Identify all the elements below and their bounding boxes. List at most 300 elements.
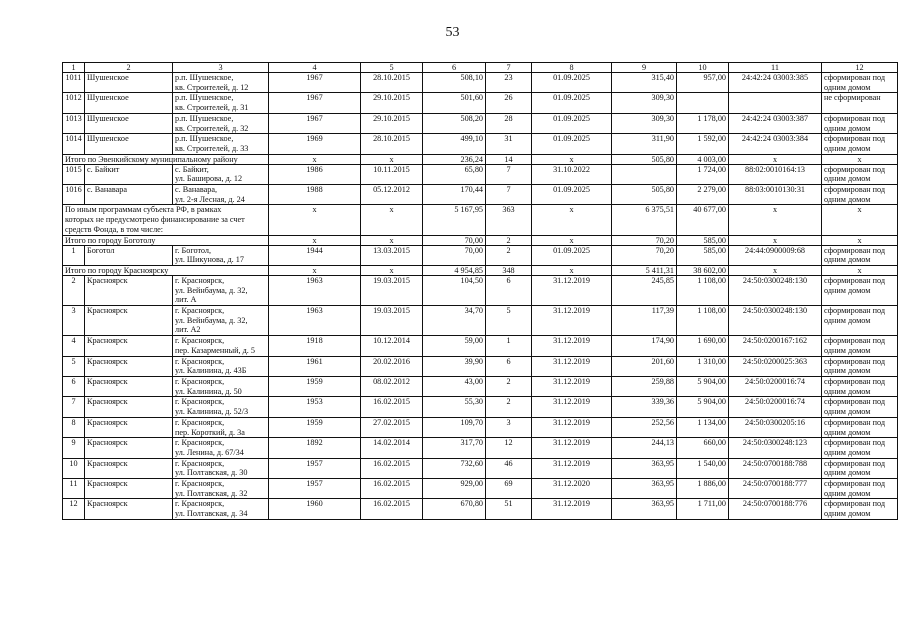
column-number: 9 xyxy=(612,63,677,73)
cost-cell: 1 310,00 xyxy=(677,356,729,376)
year-built-cell: x xyxy=(269,205,361,235)
cost-cell: 660,00 xyxy=(677,438,729,458)
row-number-cell: 1015 xyxy=(63,164,85,184)
area-cell: 499,10 xyxy=(423,134,486,154)
housing-registry-table xyxy=(62,62,898,520)
cell-line: сформирован под xyxy=(824,164,886,174)
recognition-date-cell: 16.02.2015 xyxy=(361,499,423,519)
row-number-cell: 6 xyxy=(63,376,85,396)
resettled-area-cell: 309,30 xyxy=(612,113,677,133)
address-cell xyxy=(173,134,269,154)
resettled-area-cell: 6 375,51 xyxy=(612,205,677,235)
column-number: 6 xyxy=(423,63,486,73)
recognition-date-cell: 20.02.2016 xyxy=(361,356,423,376)
year-built-cell: 1967 xyxy=(269,93,361,113)
row-number-cell: 4 xyxy=(63,336,85,356)
cell-line: сформирован под xyxy=(824,113,886,123)
column-number: 11 xyxy=(729,63,822,73)
residents-cell: 69 xyxy=(486,479,532,499)
area-cell: 104,50 xyxy=(423,275,486,305)
cell-line: сформирован под xyxy=(824,479,886,489)
land-status-cell xyxy=(822,113,898,133)
locality-cell: Красноярск xyxy=(85,479,173,499)
column-number: 12 xyxy=(822,63,898,73)
locality-cell: Красноярск xyxy=(85,458,173,478)
cell-line: сформирован под xyxy=(824,245,886,255)
cell-line: одним домом xyxy=(824,174,871,184)
cadastral-number-cell xyxy=(729,93,822,113)
recognition-date-cell: 16.02.2015 xyxy=(361,458,423,478)
area-cell: 59,00 xyxy=(423,336,486,356)
locality-cell: Красноярск xyxy=(85,336,173,356)
address-cell xyxy=(173,356,269,376)
cost-cell: 4 003,00 xyxy=(677,154,729,164)
cell-line: с. Ванавара, xyxy=(175,185,218,195)
recognition-date-cell: x xyxy=(361,265,423,275)
resettlement-deadline-cell: 01.09.2025 xyxy=(532,185,612,205)
cell-line: р.п. Шушенское, xyxy=(175,134,234,144)
cost-cell: 40 677,00 xyxy=(677,205,729,235)
resettled-area-cell: 505,80 xyxy=(612,185,677,205)
cost-cell: 1 108,00 xyxy=(677,306,729,336)
cell-line: г. Красноярск, xyxy=(175,356,225,366)
address-cell xyxy=(173,275,269,305)
resettlement-deadline-cell: 01.09.2025 xyxy=(532,93,612,113)
locality-cell: с. Ванавара xyxy=(85,185,173,205)
recognition-date-cell: 28.10.2015 xyxy=(361,134,423,154)
resettled-area-cell: 505,80 xyxy=(612,154,677,164)
address-cell xyxy=(173,306,269,336)
resettlement-deadline-cell: 01.09.2025 xyxy=(532,134,612,154)
subtotal-row xyxy=(63,265,898,275)
cell-line: г. Боготол, xyxy=(175,245,212,255)
year-built-cell: x xyxy=(269,265,361,275)
cell-line: р.п. Шушенское, xyxy=(175,73,234,82)
locality-cell: Красноярск xyxy=(85,275,173,305)
table-row xyxy=(63,438,898,458)
column-number: 1 xyxy=(63,63,85,73)
land-status-cell: x xyxy=(822,205,898,235)
cell-line: ул. Калинина, д. 43Б xyxy=(175,366,247,376)
area-cell: 4 954,85 xyxy=(423,265,486,275)
table-row xyxy=(63,73,898,93)
cadastral-number-cell: 24:50:0700188:776 xyxy=(729,499,822,519)
cell-line: г. Красноярск, xyxy=(175,499,225,509)
cell-line: ул. Полтавская, д. 30 xyxy=(175,468,248,478)
area-cell: 43,00 xyxy=(423,376,486,396)
cadastral-number-cell: 24:44:0900009:68 xyxy=(729,245,822,265)
cell-line: сформирован под xyxy=(824,397,886,407)
area-cell: 317,70 xyxy=(423,438,486,458)
cell-line: сформирован под xyxy=(824,356,886,366)
land-status-cell xyxy=(822,479,898,499)
cost-cell: 1 540,00 xyxy=(677,458,729,478)
locality-cell: Боготол xyxy=(85,245,173,265)
residents-cell: 7 xyxy=(486,164,532,184)
locality-cell: Шушенское xyxy=(85,73,173,93)
recognition-date-cell: 16.02.2015 xyxy=(361,479,423,499)
cell-line: г. Красноярск, xyxy=(175,275,225,285)
year-built-cell: 1959 xyxy=(269,376,361,396)
cell-line: кв. Строителей, д. 12 xyxy=(175,82,249,92)
recognition-date-cell: 13.03.2015 xyxy=(361,245,423,265)
residents-cell: 363 xyxy=(486,205,532,235)
cadastral-number-cell: 88:03:0010130:31 xyxy=(729,185,822,205)
area-cell: 236,24 xyxy=(423,154,486,164)
resettlement-deadline-cell: 31.12.2019 xyxy=(532,438,612,458)
row-number-cell: 8 xyxy=(63,417,85,437)
row-number-cell: 9 xyxy=(63,438,85,458)
cost-cell: 38 602,00 xyxy=(677,265,729,275)
cost-cell: 957,00 xyxy=(677,73,729,93)
table-row xyxy=(63,479,898,499)
recognition-date-cell: 19.03.2015 xyxy=(361,275,423,305)
resettled-area-cell: 252,56 xyxy=(612,417,677,437)
residents-cell: 14 xyxy=(486,154,532,164)
cell-line: г. Красноярск, xyxy=(175,458,225,468)
program-total-label xyxy=(63,205,269,235)
cell-line: сформирован под xyxy=(824,185,886,195)
area-cell: 55,30 xyxy=(423,397,486,417)
resettlement-deadline-cell: x xyxy=(532,154,612,164)
table-row xyxy=(63,458,898,478)
locality-cell: Красноярск xyxy=(85,356,173,376)
land-status-cell xyxy=(822,438,898,458)
row-number-cell: 2 xyxy=(63,275,85,305)
column-number: 5 xyxy=(361,63,423,73)
cost-cell xyxy=(677,93,729,113)
residents-cell: 5 xyxy=(486,306,532,336)
address-cell xyxy=(173,417,269,437)
area-cell: 39,90 xyxy=(423,356,486,376)
cadastral-number-cell: 24:50:0300248:130 xyxy=(729,306,822,336)
cost-cell: 1 592,00 xyxy=(677,134,729,154)
year-built-cell: 1986 xyxy=(269,164,361,184)
resettlement-deadline-cell: 31.12.2020 xyxy=(532,479,612,499)
land-status-cell xyxy=(822,134,898,154)
cell-line: кв. Строителей, д. 31 xyxy=(175,103,249,113)
year-built-cell: 1963 xyxy=(269,306,361,336)
cost-cell: 1 134,00 xyxy=(677,417,729,437)
cell-line: одним домом xyxy=(824,194,871,204)
residents-cell: 3 xyxy=(486,417,532,437)
address-cell xyxy=(173,479,269,499)
land-status-cell xyxy=(822,376,898,396)
cell-line: одним домом xyxy=(824,82,871,92)
cell-line: кв. Строителей, д. 32 xyxy=(175,123,249,133)
cell-line: ул. Калинина, д. 52/3 xyxy=(175,407,249,417)
recognition-date-cell: 10.12.2014 xyxy=(361,336,423,356)
area-cell: 34,70 xyxy=(423,306,486,336)
program-total-row xyxy=(63,205,898,235)
recognition-date-cell: 10.11.2015 xyxy=(361,164,423,184)
resettled-area-cell: 201,60 xyxy=(612,356,677,376)
cadastral-number-cell: 24:50:0700188:788 xyxy=(729,458,822,478)
column-number: 10 xyxy=(677,63,729,73)
area-cell: 508,10 xyxy=(423,73,486,93)
cell-line: не сформирован xyxy=(824,93,881,103)
recognition-date-cell: 29.10.2015 xyxy=(361,113,423,133)
address-cell xyxy=(173,164,269,184)
cell-line: кв. Строителей, д. 33 xyxy=(175,143,249,153)
residents-cell: 2 xyxy=(486,235,532,245)
year-built-cell: 1969 xyxy=(269,134,361,154)
land-status-cell xyxy=(822,397,898,417)
cell-line: г. Красноярск, xyxy=(175,417,225,427)
table-row xyxy=(63,134,898,154)
address-cell xyxy=(173,113,269,133)
cell-line: с. Байкит, xyxy=(175,164,209,174)
cell-line: сформирован под xyxy=(824,275,886,285)
resettlement-deadline-cell: 31.12.2019 xyxy=(532,397,612,417)
locality-cell: с. Байкит xyxy=(85,164,173,184)
cell-line: г. Красноярск, xyxy=(175,438,225,448)
land-status-cell xyxy=(822,164,898,184)
land-status-cell xyxy=(822,336,898,356)
recognition-date-cell: 29.10.2015 xyxy=(361,93,423,113)
column-number: 2 xyxy=(85,63,173,73)
land-status-cell xyxy=(822,499,898,519)
cell-line: которых не предусмотрено финансирование за счет xyxy=(65,215,245,225)
row-number-cell: 1 xyxy=(63,245,85,265)
year-built-cell: 1918 xyxy=(269,336,361,356)
residents-cell: 2 xyxy=(486,397,532,417)
residents-cell: 12 xyxy=(486,438,532,458)
address-cell xyxy=(173,438,269,458)
land-status-cell xyxy=(822,245,898,265)
resettlement-deadline-cell: 01.09.2025 xyxy=(532,73,612,93)
year-built-cell: 1892 xyxy=(269,438,361,458)
cell-line: одним домом xyxy=(824,386,871,396)
table-row xyxy=(63,185,898,205)
resettlement-deadline-cell: 31.12.2019 xyxy=(532,458,612,478)
resettlement-deadline-cell: 31.12.2019 xyxy=(532,306,612,336)
locality-cell: Шушенское xyxy=(85,93,173,113)
year-built-cell: 1961 xyxy=(269,356,361,376)
address-cell xyxy=(173,185,269,205)
locality-cell: Красноярск xyxy=(85,438,173,458)
column-number-row xyxy=(63,63,898,73)
cell-line: г. Красноярск, xyxy=(175,479,225,489)
locality-cell: Красноярск xyxy=(85,499,173,519)
cadastral-number-cell: 24:50:0200016:74 xyxy=(729,397,822,417)
year-built-cell: 1953 xyxy=(269,397,361,417)
recognition-date-cell: 14.02.2014 xyxy=(361,438,423,458)
residents-cell: 7 xyxy=(486,185,532,205)
cadastral-number-cell: x xyxy=(729,205,822,235)
column-number: 8 xyxy=(532,63,612,73)
area-cell: 5 167,95 xyxy=(423,205,486,235)
year-built-cell: 1967 xyxy=(269,113,361,133)
year-built-cell: 1957 xyxy=(269,479,361,499)
resettlement-deadline-cell: x xyxy=(532,205,612,235)
cell-line: р.п. Шушенское, xyxy=(175,113,234,123)
cost-cell: 5 904,00 xyxy=(677,397,729,417)
address-cell xyxy=(173,376,269,396)
cadastral-number-cell: x xyxy=(729,154,822,164)
resettlement-deadline-cell: x xyxy=(532,265,612,275)
resettlement-deadline-cell: 31.10.2022 xyxy=(532,164,612,184)
locality-cell: Красноярск xyxy=(85,397,173,417)
cadastral-number-cell: 24:50:0300205:16 xyxy=(729,417,822,437)
resettled-area-cell: 363,95 xyxy=(612,499,677,519)
cost-cell: 585,00 xyxy=(677,235,729,245)
row-number-cell: 1016 xyxy=(63,185,85,205)
area-cell: 501,60 xyxy=(423,93,486,113)
cost-cell: 1 108,00 xyxy=(677,275,729,305)
cell-line: ул. 2-я Лесная, д. 24 xyxy=(175,194,245,204)
cell-line: По иным программам субъекта РФ, в рамках xyxy=(65,205,222,215)
resettlement-deadline-cell: 31.12.2019 xyxy=(532,275,612,305)
address-cell xyxy=(173,245,269,265)
recognition-date-cell: 28.10.2015 xyxy=(361,73,423,93)
resettled-area-cell: 117,39 xyxy=(612,306,677,336)
subtotal-row xyxy=(63,235,898,245)
column-number: 3 xyxy=(173,63,269,73)
table-row xyxy=(63,356,898,376)
cell-line: одним домом xyxy=(824,345,871,355)
cadastral-number-cell: 24:50:0300248:123 xyxy=(729,438,822,458)
cell-line: одним домом xyxy=(824,468,871,478)
cell-line: ул. Калинина, д. 50 xyxy=(175,386,242,396)
resettled-area-cell: 363,95 xyxy=(612,479,677,499)
year-built-cell: 1957 xyxy=(269,458,361,478)
land-status-cell xyxy=(822,458,898,478)
residents-cell: 2 xyxy=(486,376,532,396)
table-row xyxy=(63,113,898,133)
cost-cell: 5 904,00 xyxy=(677,376,729,396)
address-cell xyxy=(173,73,269,93)
locality-cell: Шушенское xyxy=(85,134,173,154)
cost-cell: 585,00 xyxy=(677,245,729,265)
row-number-cell: 1013 xyxy=(63,113,85,133)
resettled-area-cell: 311,90 xyxy=(612,134,677,154)
row-number-cell: 3 xyxy=(63,306,85,336)
cell-line: сформирован под xyxy=(824,417,886,427)
cell-line: сформирован под xyxy=(824,499,886,509)
cell-line: одним домом xyxy=(824,447,871,457)
residents-cell: 31 xyxy=(486,134,532,154)
resettlement-deadline-cell: 31.12.2019 xyxy=(532,376,612,396)
registry-body xyxy=(63,73,898,520)
address-cell xyxy=(173,397,269,417)
recognition-date-cell: 27.02.2015 xyxy=(361,417,423,437)
year-built-cell: 1944 xyxy=(269,245,361,265)
cell-line: сформирован под xyxy=(824,306,886,316)
year-built-cell: 1959 xyxy=(269,417,361,437)
residents-cell: 6 xyxy=(486,275,532,305)
cell-line: пер. Казарменный, д. 5 xyxy=(175,345,255,355)
residents-cell: 1 xyxy=(486,336,532,356)
table-row xyxy=(63,306,898,336)
land-status-cell: x xyxy=(822,154,898,164)
year-built-cell: 1988 xyxy=(269,185,361,205)
residents-cell: 23 xyxy=(486,73,532,93)
cell-line: ул. Ленина, д. 67/34 xyxy=(175,447,244,457)
cell-line: одним домом xyxy=(824,123,871,133)
row-number-cell: 11 xyxy=(63,479,85,499)
cell-line: ул. Баширова, д. 12 xyxy=(175,174,243,184)
resettled-area-cell: 363,95 xyxy=(612,458,677,478)
land-status-cell xyxy=(822,73,898,93)
resettlement-deadline-cell: 31.12.2019 xyxy=(532,336,612,356)
resettled-area-cell: 315,40 xyxy=(612,73,677,93)
resettled-area-cell xyxy=(612,164,677,184)
resettlement-deadline-cell: 31.12.2019 xyxy=(532,356,612,376)
cell-line: г. Красноярск, xyxy=(175,376,225,386)
cell-line: одним домом xyxy=(824,315,871,325)
cadastral-number-cell: 24:50:0200025:363 xyxy=(729,356,822,376)
subtotal-label: Итого по Эвенкийскому муниципальному району xyxy=(63,154,269,164)
table-row xyxy=(63,93,898,113)
cell-line: сформирован под xyxy=(824,336,886,346)
recognition-date-cell: x xyxy=(361,154,423,164)
land-status-cell xyxy=(822,417,898,437)
recognition-date-cell: x xyxy=(361,235,423,245)
row-number-cell: 1012 xyxy=(63,93,85,113)
cost-cell: 1 724,00 xyxy=(677,164,729,184)
year-built-cell: 1960 xyxy=(269,499,361,519)
table-row xyxy=(63,417,898,437)
year-built-cell: 1963 xyxy=(269,275,361,305)
resettlement-deadline-cell: 31.12.2019 xyxy=(532,417,612,437)
land-status-cell xyxy=(822,356,898,376)
column-number: 4 xyxy=(269,63,361,73)
cadastral-number-cell: 24:50:0700188:777 xyxy=(729,479,822,499)
land-status-cell xyxy=(822,275,898,305)
cell-line: одним домом xyxy=(824,509,871,519)
table-row xyxy=(63,164,898,184)
cell-line: ул. Полтавская, д. 32 xyxy=(175,488,248,498)
land-status-cell xyxy=(822,306,898,336)
resettlement-deadline-cell: 01.09.2025 xyxy=(532,113,612,133)
recognition-date-cell: x xyxy=(361,205,423,235)
column-number: 7 xyxy=(486,63,532,73)
land-status-cell xyxy=(822,93,898,113)
cell-line: сформирован под xyxy=(824,376,886,386)
cadastral-number-cell: x xyxy=(729,235,822,245)
cadastral-number-cell: 24:50:0200167:162 xyxy=(729,336,822,356)
recognition-date-cell: 19.03.2015 xyxy=(361,306,423,336)
table-row xyxy=(63,275,898,305)
cell-line: сформирован под xyxy=(824,438,886,448)
residents-cell: 348 xyxy=(486,265,532,275)
cell-line: г. Красноярск, xyxy=(175,306,225,316)
year-built-cell: x xyxy=(269,235,361,245)
locality-cell: Шушенское xyxy=(85,113,173,133)
resettled-area-cell: 339,36 xyxy=(612,397,677,417)
locality-cell: Красноярск xyxy=(85,417,173,437)
table-row xyxy=(63,376,898,396)
address-cell xyxy=(173,499,269,519)
cell-line: г. Красноярск, xyxy=(175,397,225,407)
cell-line: ул. Вейнбаума, д. 32, xyxy=(175,285,248,295)
cell-line: одним домом xyxy=(824,407,871,417)
cell-line: одним домом xyxy=(824,143,871,153)
residents-cell: 51 xyxy=(486,499,532,519)
resettled-area-cell: 309,30 xyxy=(612,93,677,113)
cell-line: ул. Шикунова, д. 17 xyxy=(175,255,244,265)
address-cell xyxy=(173,458,269,478)
recognition-date-cell: 05.12.2012 xyxy=(361,185,423,205)
cell-line: ул. Вейнбаума, д. 32, xyxy=(175,315,248,325)
locality-cell: Красноярск xyxy=(85,306,173,336)
cost-cell: 1 711,00 xyxy=(677,499,729,519)
page-number: 53 xyxy=(445,25,460,40)
resettlement-deadline-cell: 31.12.2019 xyxy=(532,499,612,519)
table-row xyxy=(63,397,898,417)
residents-cell: 6 xyxy=(486,356,532,376)
